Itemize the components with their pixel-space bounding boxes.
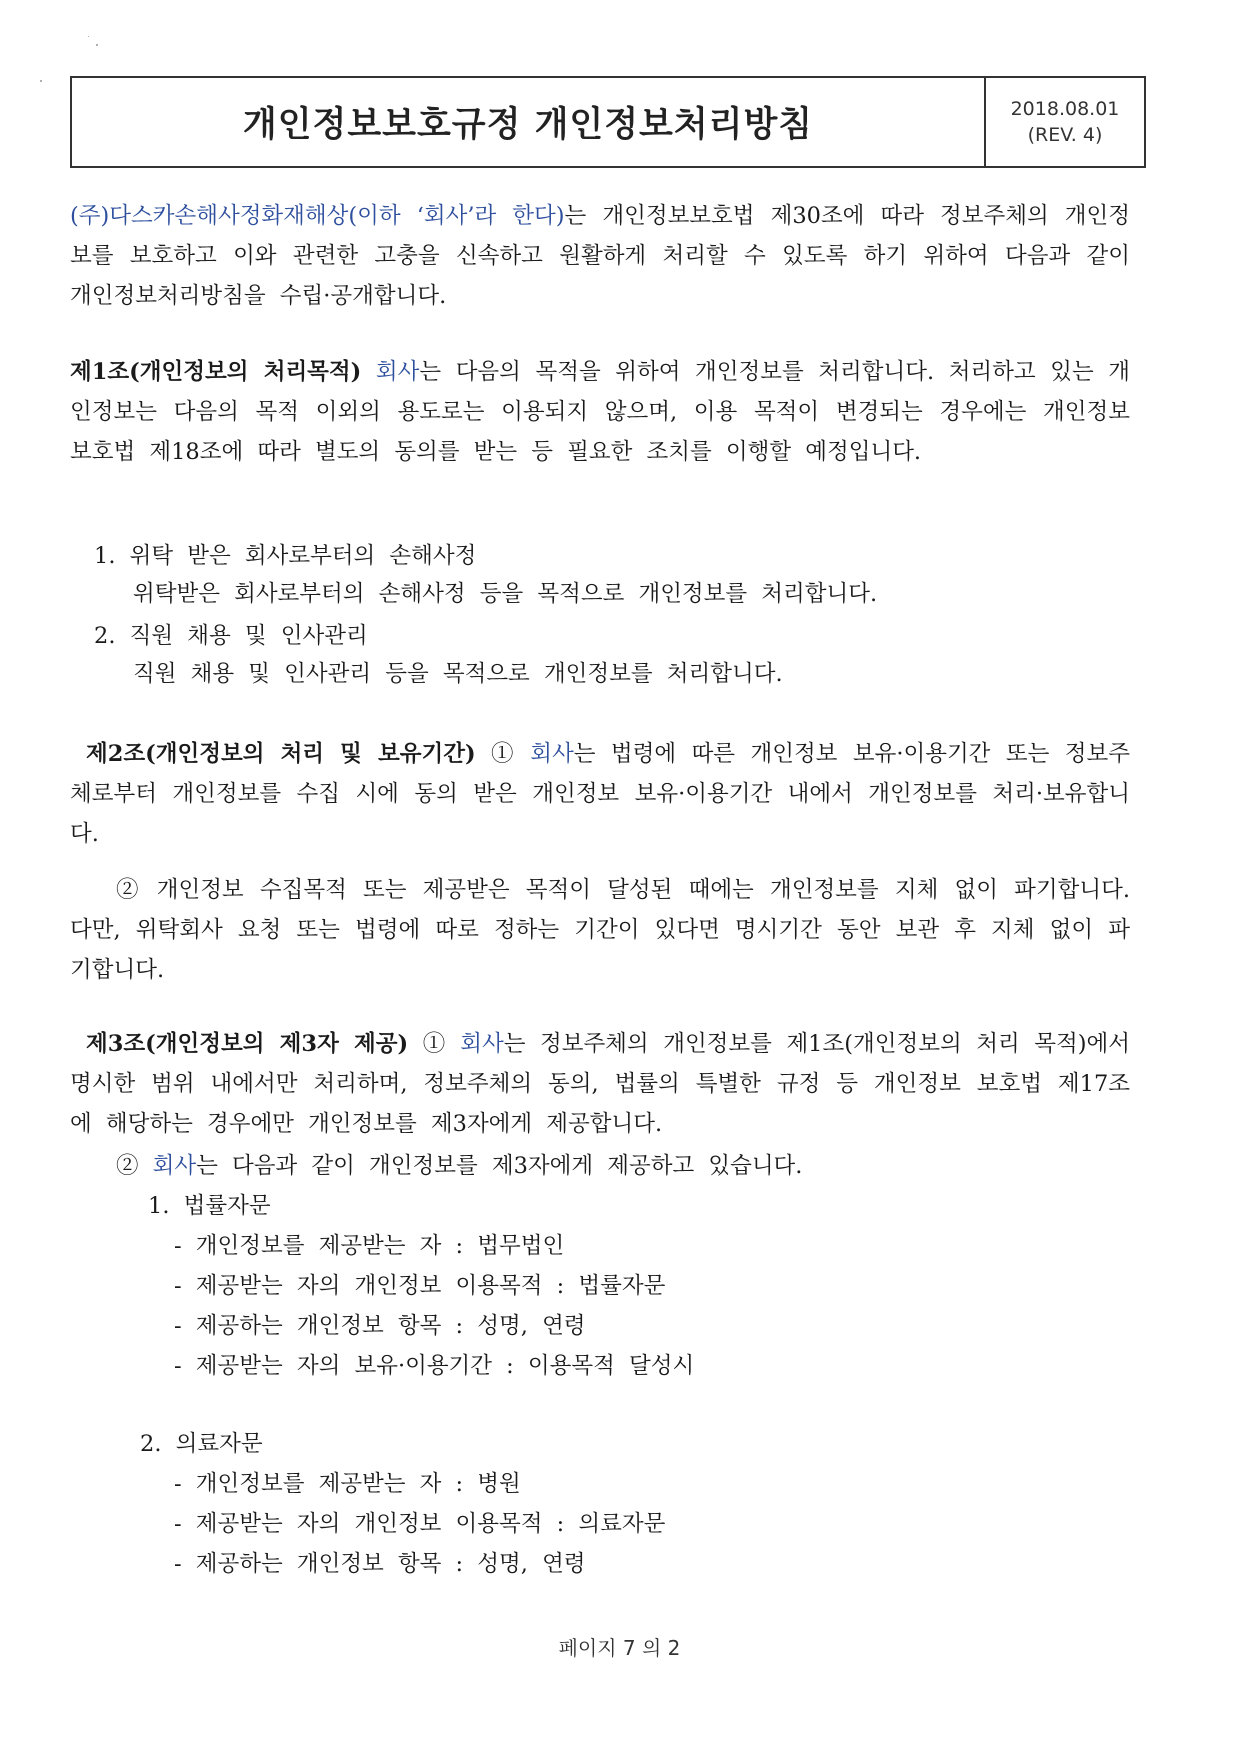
scan-dust: [96, 44, 98, 46]
article-2-text-1: 는 법령에 따른 개인정보 보유·이용기간 또는 정보주체로부터 개인정보를 수집 시에 동의 받은 개인정보 보유·이용기간 내에서 개인정보를 처리·보유합니다.: [70, 741, 1130, 847]
article-3-text-1: 는 정보주체의 개인정보를 제1조(개인정보의 처리 목적)에서 명시한 범위 내에서만 처리하며, 정보주체의 동의, 법률의 특별한 규정 등 개인정보 보호법 제17조에 해당하는 경우에만 개인정보를 제3자에게 제공합니다.: [70, 1031, 1130, 1137]
article-3-clause-2: [116, 1146, 802, 1186]
intro-paragraph: [70, 196, 1130, 316]
article-3-paragraph-1: [70, 1024, 1130, 1144]
article-1-item-title: 2. 직원 채용 및 인사관리: [94, 623, 368, 649]
document-header: [70, 76, 1146, 168]
document-title: 개인정보보호규정 개인정보처리방침: [242, 105, 814, 145]
scan-dust: [40, 80, 42, 82]
provision-detail: - 개인정보를 제공받는 자 : 병원: [174, 1471, 521, 1497]
company-name: (주)다스카손해사정화재해상(이하 ‘회사’라 한다): [70, 203, 565, 229]
article-2-heading: 제2조(개인정보의 처리 및 보유기간): [86, 741, 476, 767]
article-1-text: 는 다음의 목적을 위하여 개인정보를 처리합니다. 처리하고 있는 개인정보는 다음의 목적 이외의 용도로는 이용되지 않으며, 이용 목적이 변경되는 경우에는 개인정보 보호법 제18조에 따라 별도의 동의를 받는 등 필요한 조치를 이행할 예정입니다.: [70, 359, 1131, 465]
company-ref: 회사: [530, 741, 574, 767]
provision-title: 1. 법률자문: [148, 1193, 271, 1219]
provision-detail: - 제공하는 개인정보 항목 : 성명, 연령: [174, 1313, 586, 1339]
provision-detail: - 제공받는 자의 개인정보 이용목적 : 법률자문: [174, 1273, 666, 1299]
provision-title: 2. 의료자문: [140, 1431, 263, 1457]
article-3-heading: 제3조(개인정보의 제3자 제공): [86, 1031, 409, 1057]
company-ref: 회사: [375, 359, 420, 385]
clause-marker: ①: [422, 1031, 446, 1057]
article-3-text-2: 는 다음과 같이 개인정보를 제3자에게 제공하고 있습니다.: [196, 1153, 803, 1179]
scan-dust: [88, 36, 89, 37]
article-1-paragraph: [70, 352, 1130, 472]
revision-box: [984, 78, 1144, 166]
article-1-item-title: 1. 위탁 받은 회사로부터의 손해사정: [94, 543, 477, 569]
provision-detail: - 제공하는 개인정보 항목 : 성명, 연령: [174, 1551, 586, 1577]
article-1-item-desc: 직원 채용 및 인사관리 등을 목적으로 개인정보를 처리합니다.: [133, 661, 783, 687]
company-ref: 회사: [152, 1153, 197, 1179]
article-2-paragraph-1: [70, 734, 1130, 854]
page-number: 페이지 7 의 2: [558, 1636, 681, 1660]
provision-detail: - 제공받는 자의 보유·이용기간 : 이용목적 달성시: [174, 1353, 695, 1379]
clause-marker: ②: [116, 1153, 139, 1179]
revision-date: 2018.08.01: [1010, 98, 1120, 120]
provision-detail: - 제공받는 자의 개인정보 이용목적 : 의료자문: [174, 1511, 666, 1537]
article-1-item-desc: 위탁받은 회사로부터의 손해사정 등을 목적으로 개인정보를 처리합니다.: [133, 581, 878, 607]
article-2-paragraph-2: ② 개인정보 수집목적 또는 제공받은 목적이 달성된 때에는 개인정보를 지체 없이 파기합니다. 다만, 위탁회사 요청 또는 법령에 따로 정하는 기간이 있다면 명시기간 동안 보관 후 지체 없이 파기합니다.: [70, 877, 1130, 983]
company-ref: 회사: [460, 1031, 504, 1057]
revision-number: (REV. 4): [1027, 124, 1103, 146]
article-1-heading: 제1조(개인정보의 처리목적): [70, 359, 362, 385]
clause-marker: ①: [491, 741, 515, 767]
provision-detail: - 개인정보를 제공받는 자 : 법무법인: [174, 1233, 565, 1259]
intro-text: 는 개인정보보호법 제30조에 따라 정보주체의 개인정보를 보호하고 이와 관련한 고충을 신속하고 원활하게 처리할 수 있도록 하기 위하여 다음과 같이 개인정보처리방침을 수립·공개합니다.: [70, 203, 1131, 309]
